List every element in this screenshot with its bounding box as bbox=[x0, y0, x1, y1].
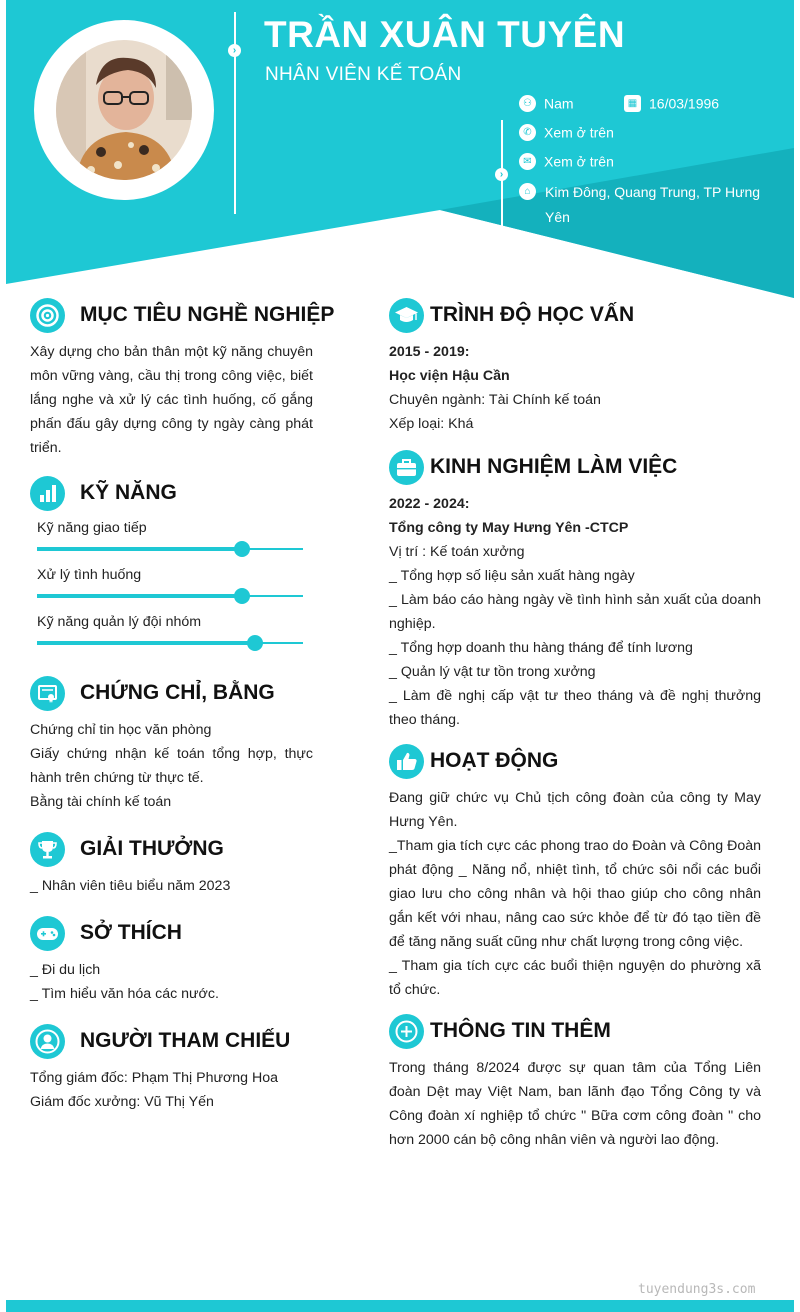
education-school: Học viện Hậu Cần bbox=[389, 368, 510, 384]
profile-photo bbox=[56, 40, 192, 180]
skill-level-bar bbox=[37, 585, 303, 607]
gamepad-icon bbox=[30, 916, 65, 951]
education-period: 2015 - 2019: bbox=[389, 344, 470, 360]
skill-item bbox=[37, 565, 303, 607]
left-column bbox=[30, 296, 335, 1114]
hobby-item: _ Tìm hiểu văn hóa các nước. bbox=[30, 986, 219, 1002]
phone-info bbox=[519, 123, 614, 141]
chevron-right-icon: › bbox=[495, 168, 508, 181]
activities-section bbox=[389, 742, 761, 1002]
skill-label: Xử lý tình huống bbox=[37, 567, 142, 583]
section-title: HOẠT ĐỘNG bbox=[430, 749, 559, 772]
skill-knob bbox=[234, 588, 250, 604]
section-title: THÔNG TIN THÊM bbox=[430, 1019, 611, 1042]
thumbs-up-icon bbox=[389, 744, 424, 779]
education-major: Chuyên ngành: Tài Chính kế toán bbox=[389, 392, 601, 408]
experience-company: Tổng công ty May Hưng Yên -CTCP bbox=[389, 520, 629, 536]
header-banner bbox=[0, 0, 800, 300]
plus-circle-icon bbox=[389, 1014, 424, 1049]
trophy-icon bbox=[30, 832, 65, 867]
section-title: SỞ THÍCH bbox=[80, 921, 182, 944]
reference-item: Tổng giám đốc: Phạm Thị Phương Hoa bbox=[30, 1070, 279, 1086]
education-grade: Xếp loại: Khá bbox=[389, 416, 474, 432]
skill-item bbox=[37, 612, 303, 654]
person-pair-icon: ⚇ bbox=[519, 95, 536, 112]
gender-value: Nam bbox=[544, 95, 574, 112]
experience-period: 2022 - 2024: bbox=[389, 496, 470, 512]
experience-task: _ Quản lý vật tư tồn trong xưởng bbox=[389, 664, 596, 680]
education-section bbox=[389, 296, 761, 436]
objective-heading bbox=[30, 296, 335, 334]
gender-info bbox=[519, 94, 574, 112]
birthday-info bbox=[624, 94, 719, 112]
certificate-item: Giấy chứng nhận kế toán tổng hợp, thực hành trên chứng từ thực tế. bbox=[30, 746, 313, 786]
email-value: Xem ở trên bbox=[544, 153, 614, 170]
right-column bbox=[389, 296, 761, 1152]
section-title: KINH NGHIỆM LÀM VIỆC bbox=[430, 455, 678, 478]
skill-fill bbox=[37, 547, 242, 551]
watermark: tuyendung3s.com bbox=[638, 1282, 756, 1297]
activity-paragraph: _ Tham gia tích cực các buổi thiện nguyện do phường xã tổ chức. bbox=[389, 958, 761, 998]
education-heading bbox=[389, 296, 761, 334]
section-title: MỤC TIÊU NGHỀ NGHIỆP bbox=[80, 303, 335, 326]
experience-section bbox=[389, 448, 761, 732]
avatar bbox=[34, 20, 214, 200]
skill-level-bar bbox=[37, 632, 303, 654]
hobby-item: _ Đi du lịch bbox=[30, 962, 101, 978]
section-title: NGƯỜI THAM CHIẾU bbox=[80, 1029, 291, 1052]
calendar-icon: ▦ bbox=[624, 95, 641, 112]
email-icon: ✉ bbox=[519, 153, 536, 170]
briefcase-icon bbox=[389, 450, 424, 485]
candidate-name: TRẦN XUÂN TUYÊN bbox=[264, 14, 626, 55]
job-title: NHÂN VIÊN KẾ TOÁN bbox=[265, 64, 462, 85]
reference-item: Giám đốc xưởng: Vũ Thị Yến bbox=[30, 1094, 214, 1110]
section-title: KỸ NĂNG bbox=[80, 481, 177, 504]
activity-paragraph: _Tham gia tích cực các phong trao do Đoàn và Công Đoàn phát động _ Năng nổ, nhiệt tình, tổ chức sôi nổi các buổi giao lưu cho công nhân và hội thao giúp cho công nhân gắn kết với nhau, nâng cao sức khỏe để từ đó tạo tiền đề để tăng năng suất cũng như chất lượng trong công việc. bbox=[389, 838, 761, 950]
phone-icon: ✆ bbox=[519, 124, 536, 141]
certificates-heading bbox=[30, 674, 313, 712]
awards-section bbox=[30, 830, 313, 898]
bar-chart-icon bbox=[30, 476, 65, 511]
section-title: GIẢI THƯỞNG bbox=[80, 837, 224, 860]
skill-knob bbox=[247, 635, 263, 651]
award-item: _ Nhân viên tiêu biểu năm 2023 bbox=[30, 878, 231, 894]
skill-knob bbox=[234, 541, 250, 557]
email-info bbox=[519, 152, 614, 170]
experience-position: Vị trí : Kế toán xưởng bbox=[389, 544, 525, 560]
experience-task: _ Làm báo cáo hàng ngày về tình hình sản xuất của doanh nghiệp. bbox=[389, 592, 761, 632]
skills-section bbox=[30, 474, 313, 654]
header-divider bbox=[234, 12, 236, 214]
footer-bar bbox=[6, 1300, 794, 1312]
additional-section bbox=[389, 1012, 761, 1152]
objective-text: Xây dựng cho bản thân một kỹ năng chuyên môn vững vàng, cầu thị trong công việc, biết lắng nghe và xử lý các tình huống, cố gắng phấn đấu gây dựng công ty ngày càng phát triển. bbox=[30, 344, 313, 456]
skills-list bbox=[30, 518, 313, 654]
address-value: Kim Đông, Quang Trung, TP Hưng Yên bbox=[545, 184, 761, 225]
activity-paragraph: Đang giữ chức vụ Chủ tịch công đoàn của công ty May Hưng Yên. bbox=[389, 790, 761, 830]
hobbies-section bbox=[30, 914, 313, 1006]
certificates-section bbox=[30, 674, 313, 814]
additional-heading bbox=[389, 1012, 761, 1050]
skill-item bbox=[37, 518, 303, 560]
target-icon bbox=[30, 298, 65, 333]
objective-section bbox=[30, 296, 335, 460]
birthday-value: 16/03/1996 bbox=[649, 95, 720, 112]
certificate-icon bbox=[30, 676, 65, 711]
user-icon bbox=[30, 1024, 65, 1059]
skill-label: Kỹ năng giao tiếp bbox=[37, 520, 147, 536]
experience-task: _ Tổng hợp doanh thu hàng tháng để tính lương bbox=[389, 640, 693, 656]
skill-fill bbox=[37, 594, 242, 598]
skill-label: Kỹ năng quản lý đội nhóm bbox=[37, 614, 202, 630]
skills-heading bbox=[30, 474, 313, 512]
home-icon: ⌂ bbox=[519, 183, 536, 200]
experience-task: _ Làm đề nghị cấp vật tư theo tháng và đề nghị thưởng theo tháng. bbox=[389, 688, 761, 728]
references-section bbox=[30, 1022, 313, 1114]
references-heading bbox=[30, 1022, 313, 1060]
chevron-right-icon: › bbox=[228, 44, 241, 57]
address-info bbox=[519, 180, 779, 230]
experience-heading bbox=[389, 448, 761, 486]
skill-level-bar bbox=[37, 538, 303, 560]
certificate-item: Bằng tài chính kế toán bbox=[30, 794, 172, 810]
additional-text: Trong tháng 8/2024 được sự quan tâm của Tổng Liên đoàn Dệt may Việt Nam, ban lãnh đạo Tổng Công ty và Công đoàn xí nghiệp tổ chức " Bữa cơm công đoàn " cho hơn 2000 cán bộ công nhân viên và người lao động. bbox=[389, 1060, 761, 1148]
phone-value: Xem ở trên bbox=[544, 124, 614, 141]
experience-task: _ Tổng hợp số liệu sản xuất hàng ngày bbox=[389, 568, 635, 584]
certificate-item: Chứng chỉ tin học văn phòng bbox=[30, 722, 212, 738]
activities-heading bbox=[389, 742, 761, 780]
graduation-cap-icon bbox=[389, 298, 424, 333]
awards-heading bbox=[30, 830, 313, 868]
hobbies-heading bbox=[30, 914, 313, 952]
skill-fill bbox=[37, 641, 255, 645]
section-title: TRÌNH ĐỘ HỌC VẤN bbox=[430, 303, 635, 326]
section-title: CHỨNG CHỈ, BẰNG bbox=[80, 681, 275, 704]
